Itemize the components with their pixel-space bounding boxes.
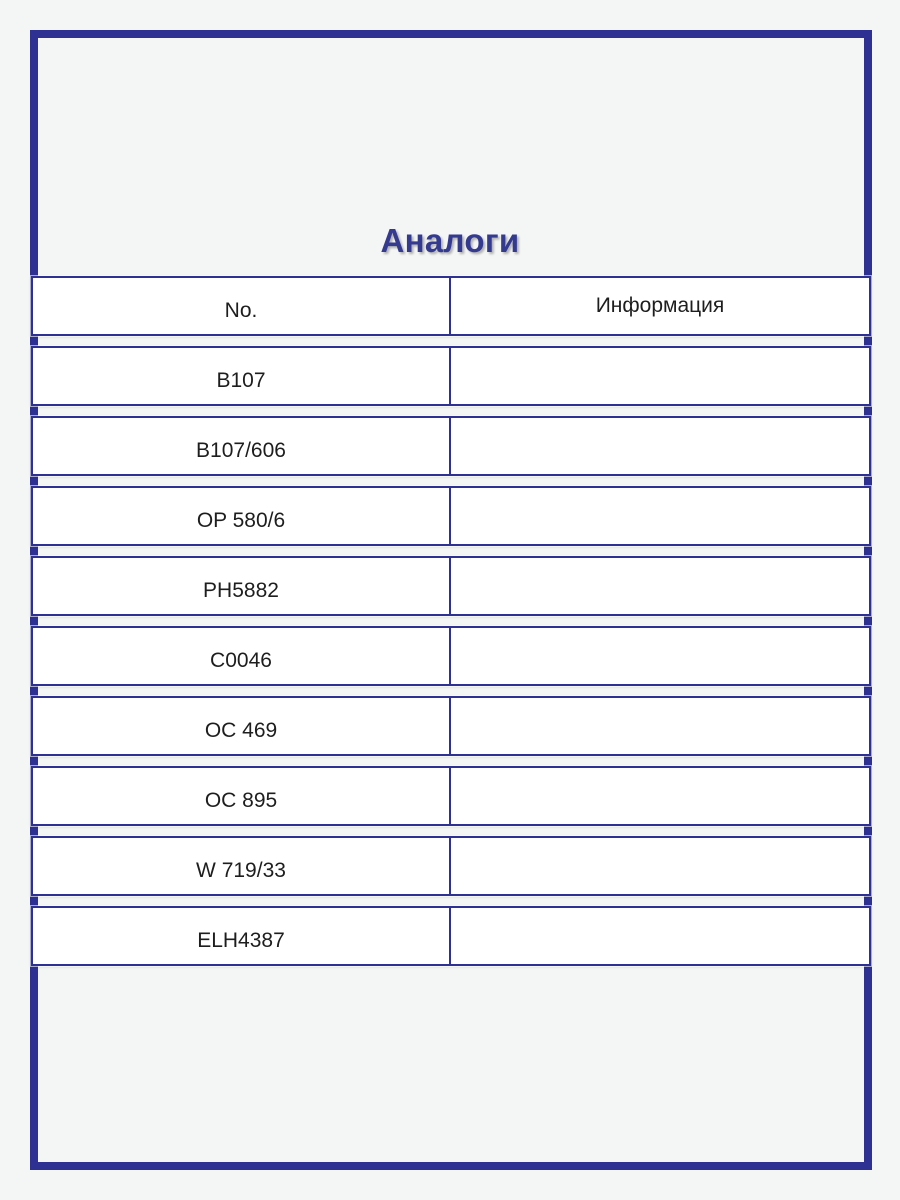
row-no-cell: B107/606 [33,418,451,474]
row-no-cell: W 719/33 [33,838,451,894]
row-info-cell [451,698,869,754]
column-header-no: No. [33,278,451,334]
row-no-cell: OP 580/6 [33,488,451,544]
row-no-cell: ELH4387 [33,908,451,964]
row-info-cell [451,838,869,894]
table-row [31,486,871,546]
table-row [31,416,871,476]
table-row [31,766,871,826]
table-row [31,626,871,686]
column-header-info: Информация [595,294,725,317]
table-row [31,346,871,406]
row-no-cell: B107 [33,348,451,404]
page-title: Аналоги [380,222,520,259]
row-no-cell: PH5882 [33,558,451,614]
row-info-cell [451,418,869,474]
row-info-cell [451,628,869,684]
row-no-cell: OC 469 [33,698,451,754]
row-no-cell: OC 895 [33,768,451,824]
row-info-cell [451,348,869,404]
row-info-cell [451,908,869,964]
row-info-cell [451,558,869,614]
table-row [31,696,871,756]
row-no-cell: C0046 [33,628,451,684]
table-header-row [31,276,871,336]
table-row [31,836,871,896]
row-info-cell [451,488,869,544]
table-row [31,906,871,966]
row-info-cell [451,768,869,824]
table-row [31,556,871,616]
